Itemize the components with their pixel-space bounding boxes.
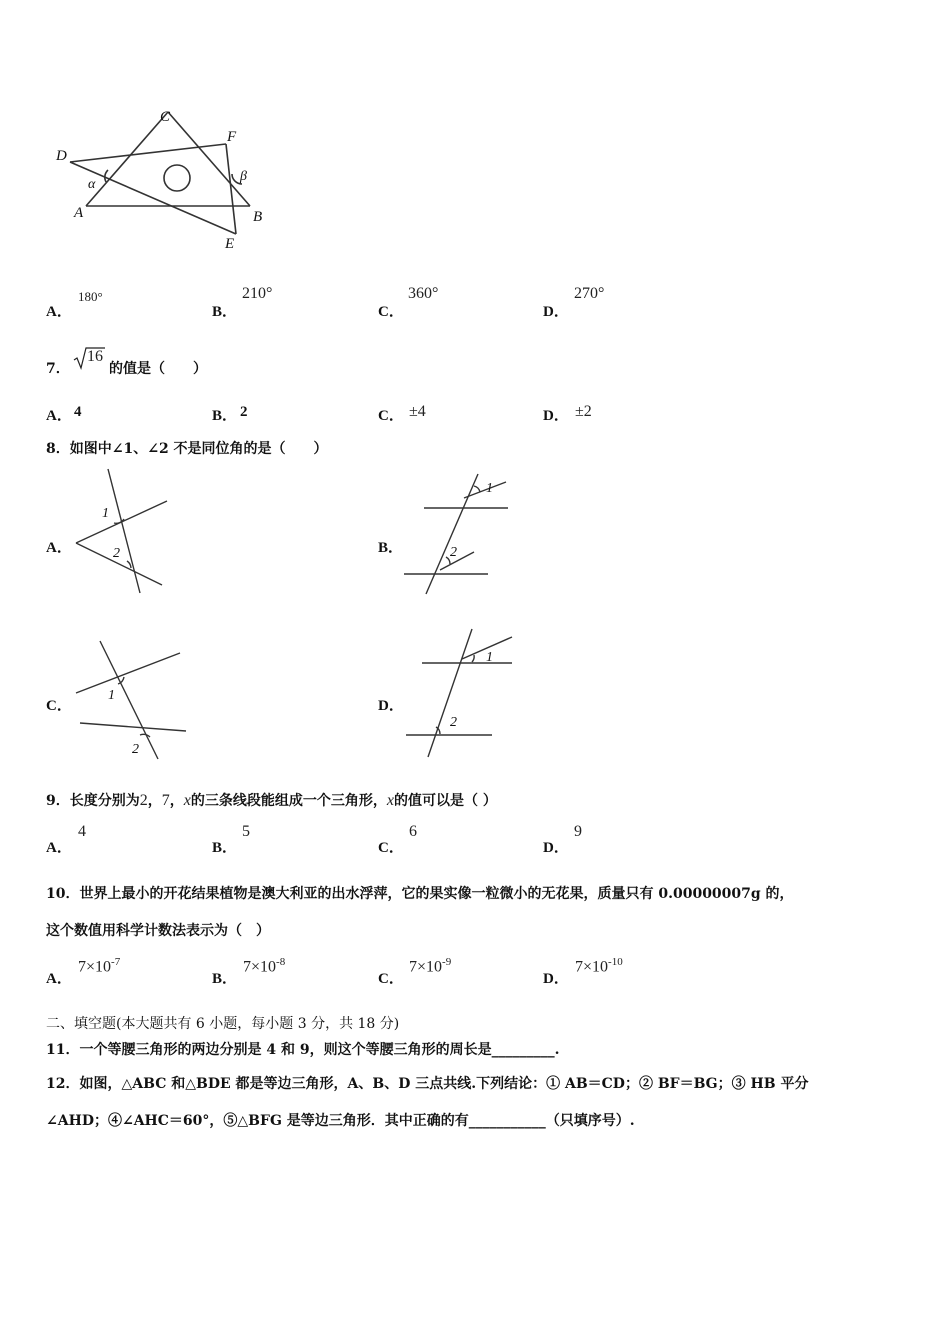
angle-label-alpha: α <box>88 177 96 192</box>
q6-option-d-value: 270° <box>574 285 605 302</box>
q10-option-b-base: 7×10 <box>243 958 277 976</box>
q9-var-x-2: x <box>386 792 394 809</box>
q7-option-a-letter: A． <box>46 408 72 424</box>
q6-option-a-letter: A． <box>46 304 72 320</box>
q8d-angle-label-1: 1 <box>486 650 493 665</box>
q6-option-c-value: 360° <box>408 285 439 302</box>
q10-option-c-base: 7×10 <box>409 958 443 976</box>
q9-len-b: 7 <box>161 792 170 809</box>
point-label-d: D <box>56 148 67 164</box>
q9-stem <box>46 790 497 810</box>
q8-figure-b <box>400 470 515 600</box>
q9-prefix: 9．长度分别为 <box>46 793 140 809</box>
q10-option-b-letter: B． <box>212 971 238 987</box>
q10-option-d-letter: D． <box>543 971 569 987</box>
q7-radicand: 16 <box>87 348 103 365</box>
q8c-angle-label-2: 2 <box>132 742 139 757</box>
angle-label-beta: β <box>240 169 247 184</box>
section-2-title: 二、填空题(本大题共有 6 小题，每小题 3 分，共 18 分) <box>46 1016 400 1032</box>
q8-figure-c <box>70 635 190 765</box>
q7-option-d-letter: D． <box>543 408 569 424</box>
q7-option-d-value: ±2 <box>575 403 592 420</box>
q9-sep-2: ， <box>169 793 184 809</box>
q10-option-a-letter: A． <box>46 971 72 987</box>
point-label-a: A <box>74 205 84 221</box>
q9-option-a-letter: A． <box>46 840 72 856</box>
q10-option-d-base: 7×10 <box>575 958 609 976</box>
q10-option-b-exp: -8 <box>276 956 286 968</box>
q8-option-a-letter: A． <box>46 540 72 556</box>
q8d-angle-label-2: 2 <box>450 715 457 730</box>
q9-sep-1: ， <box>147 793 162 809</box>
q6-option-a-value: 180° <box>78 289 103 304</box>
point-label-b: B <box>253 209 263 225</box>
q8-option-c-letter: C． <box>46 698 72 714</box>
q7-option-c-value: ±4 <box>409 403 426 420</box>
q9-option-b-value: 5 <box>242 823 250 840</box>
q9-option-d-value: 9 <box>574 823 582 840</box>
q8a-angle-label-2: 2 <box>113 546 120 561</box>
q7-sqrt-expression <box>72 346 106 370</box>
q8a-angle-label-1: 1 <box>102 506 109 521</box>
q9-option-c-letter: C． <box>378 840 404 856</box>
q6-option-b-letter: B． <box>212 304 238 320</box>
q9-suffix: 的值可以是（ ） <box>393 793 497 809</box>
q10-option-a-exp: -7 <box>111 956 121 968</box>
q7-option-b-value: 2 <box>240 404 248 420</box>
question-6-figure <box>40 100 290 260</box>
q6-option-d-letter: D． <box>543 304 569 320</box>
q8b-angle-label-1: 1 <box>486 481 493 496</box>
q8-figure-a <box>70 465 180 600</box>
q8-figure-d <box>400 625 520 760</box>
q10-option-a-base: 7×10 <box>78 958 112 976</box>
q9-var-x: x <box>183 792 191 809</box>
q8-option-b-letter: B． <box>378 540 404 556</box>
q6-option-b-value: 210° <box>242 285 273 302</box>
point-label-e: E <box>225 236 235 252</box>
q8-option-d-letter: D． <box>378 698 404 714</box>
q12-line-2: ∠AHD；④∠AHC＝60°，⑤△BFG 是等边三角形．其中正确的有___________（只填序号）. <box>46 1113 635 1129</box>
q9-len-a: 2 <box>139 792 148 809</box>
q9-option-d-letter: D． <box>543 840 569 856</box>
q10-option-a-value <box>78 956 120 976</box>
q9-option-a-value: 4 <box>78 823 86 840</box>
q9-mid: 的三条线段能组成一个三角形， <box>190 793 387 809</box>
q10-option-c-value <box>409 956 451 976</box>
q7-option-b-letter: B． <box>212 408 238 424</box>
q8b-angle-label-2: 2 <box>450 545 457 560</box>
q12-line-1: 12．如图，△ABC 和△BDE 都是等边三角形，A、B、D 三点共线.下列结论：① AB＝CD；② BF＝BG；③ HB 平分 <box>46 1076 809 1092</box>
q9-option-c-value: 6 <box>409 823 417 840</box>
q7-text: 的值是（ ） <box>109 361 207 377</box>
q10-option-d-value <box>575 956 623 976</box>
q10-option-d-exp: -10 <box>608 956 623 968</box>
q7-option-a-value: 4 <box>74 404 82 420</box>
q7-option-c-letter: C． <box>378 408 404 424</box>
q6-option-c-letter: C． <box>378 304 404 320</box>
q10-line-2: 这个数值用科学计数法表示为（ ） <box>46 923 270 939</box>
q9-option-b-letter: B． <box>212 840 238 856</box>
point-label-c: C <box>160 109 171 125</box>
q10-option-c-letter: C． <box>378 971 404 987</box>
q8-text: 8．如图中∠1、∠2 不是同位角的是（ ） <box>46 441 328 457</box>
q8c-angle-label-1: 1 <box>108 688 115 703</box>
point-label-f: F <box>227 129 237 145</box>
q11-text: 11．一个等腰三角形的两边分别是 4 和 9，则这个等腰三角形的周长是_________. <box>46 1042 560 1058</box>
q10-option-b-value <box>243 956 285 976</box>
q7-number: 7． <box>46 361 70 377</box>
q10-line-1: 10．世界上最小的开花结果植物是澳大利亚的出水浮萍，它的果实像一粒微小的无花果，质量只有 0.00000007g 的， <box>46 886 794 902</box>
q10-option-c-exp: -9 <box>442 956 452 968</box>
